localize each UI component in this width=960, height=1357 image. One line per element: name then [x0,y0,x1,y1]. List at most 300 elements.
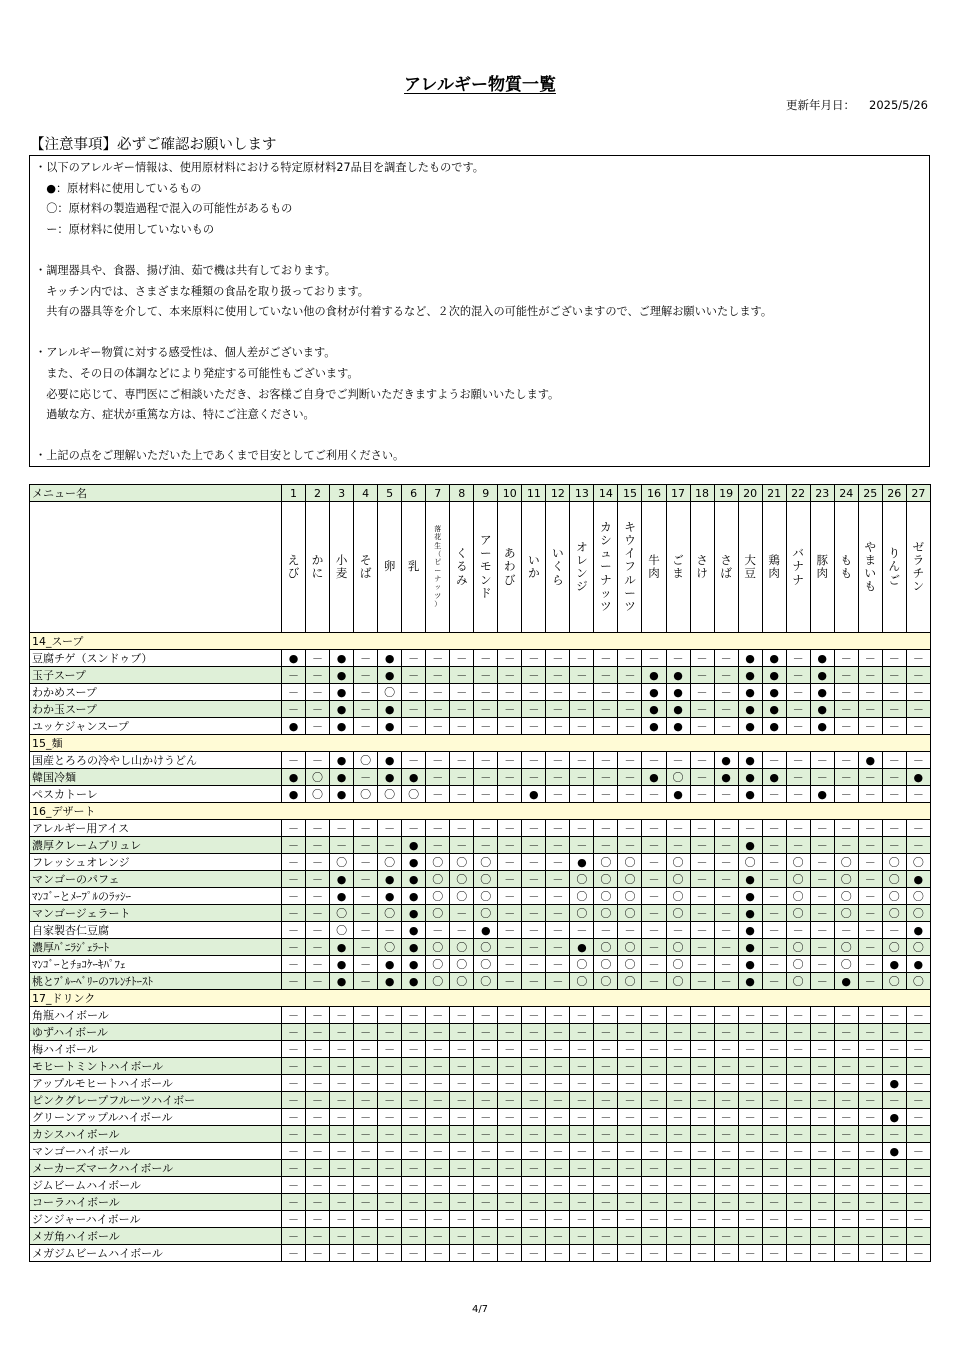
allergen-mark: － [354,1194,378,1211]
allergen-mark: － [354,854,378,871]
allergen-mark: 〇 [594,973,618,990]
allergen-number: 3 [330,485,354,502]
allergen-mark: － [666,1058,690,1075]
allergen-mark: － [594,718,618,735]
allergen-mark: － [690,1126,714,1143]
allergen-mark: － [834,1058,858,1075]
allergen-mark: － [522,718,546,735]
allergen-mark: 〇 [618,956,642,973]
allergen-mark: － [810,922,834,939]
allergen-mark: － [858,939,882,956]
allergen-mark: － [498,1109,522,1126]
allergen-mark: － [762,871,786,888]
allergen-name: え び [287,552,300,580]
allergen-name-cell [882,502,906,633]
allergen-mark: － [306,1177,330,1194]
menu-row [30,973,931,990]
allergen-mark: － [618,1143,642,1160]
allergen-mark: － [402,1177,426,1194]
allergen-mark: － [642,1024,666,1041]
allergen-mark: － [498,1092,522,1109]
allergen-mark: － [666,1024,690,1041]
allergen-mark: － [306,1245,330,1262]
allergen-name: 大 豆 [744,552,756,580]
allergen-name: や ま い も [864,539,877,594]
allergen-mark: － [738,1075,762,1092]
allergen-mark: － [498,650,522,667]
allergen-mark: － [858,1228,882,1245]
allergen-mark: 〇 [378,854,402,871]
allergen-mark: － [786,667,810,684]
allergen-mark: － [594,1245,618,1262]
allergen-mark: － [906,1126,930,1143]
allergen-mark: － [330,1041,354,1058]
allergen-mark: － [426,650,450,667]
allergen-mark: － [786,769,810,786]
allergen-mark: － [762,1143,786,1160]
allergen-mark: － [714,718,738,735]
allergen-number: 2 [306,485,330,502]
allergen-name-cell [714,502,738,633]
allergen-name-cell [378,502,402,633]
allergen-number: 14 [594,485,618,502]
allergen-mark: － [498,1041,522,1058]
allergen-mark: － [858,837,882,854]
allergen-mark: ● [402,854,426,871]
menu-row [30,871,931,888]
allergen-mark: － [834,718,858,735]
allergen-mark: － [690,854,714,871]
allergen-mark: － [402,650,426,667]
allergen-mark: － [810,973,834,990]
allergen-mark: － [642,1143,666,1160]
allergen-mark: － [762,837,786,854]
allergen-mark: － [642,956,666,973]
allergen-mark: － [834,1143,858,1160]
allergen-mark: － [642,1194,666,1211]
allergen-mark: － [714,1075,738,1092]
allergen-mark: － [306,956,330,973]
allergen-mark: － [546,1245,570,1262]
allergen-mark: － [690,939,714,956]
menu-item-name: ピンクグレープフルーツハイボー [30,1092,282,1109]
allergen-mark: 〇 [594,871,618,888]
allergen-mark: － [498,871,522,888]
allergen-mark: 〇 [786,939,810,956]
allergen-mark: － [330,1143,354,1160]
allergen-mark: － [450,837,474,854]
allergen-mark: － [498,1007,522,1024]
allergen-mark: － [306,1075,330,1092]
allergen-mark: ● [738,888,762,905]
allergen-name: さ け [696,552,708,580]
menu-row [30,1211,931,1228]
allergen-mark: － [498,1228,522,1245]
menu-item-name: マンゴージェラート [30,905,282,922]
menu-item-name: アップルモヒートハイボール [30,1075,282,1092]
menu-row [30,939,931,956]
allergen-mark: ● [378,701,402,718]
allergen-mark: － [378,1075,402,1092]
allergen-number: 23 [810,485,834,502]
allergen-mark: － [594,1177,618,1194]
allergen-mark: － [450,1228,474,1245]
allergen-mark: ● [642,684,666,701]
allergen-mark: － [834,1024,858,1041]
allergen-mark: － [402,1092,426,1109]
notice-line: ・調理器具や、食器、揚げ油、茹で機は共有しております。 [35,263,336,277]
menu-item-name: フレッシュオレンジ [30,854,282,871]
allergen-mark: 〇 [450,854,474,871]
allergen-mark: － [786,786,810,803]
allergen-mark: － [354,1211,378,1228]
allergen-mark: 〇 [666,905,690,922]
allergen-mark: － [474,718,498,735]
allergen-mark: ● [378,973,402,990]
allergen-mark: － [906,1177,930,1194]
allergen-mark: － [666,1160,690,1177]
allergen-mark: － [690,1245,714,1262]
allergen-mark: － [306,1211,330,1228]
menu-item-name: 豆腐チゲ（スンドゥブ） [30,650,282,667]
menu-row [30,922,931,939]
allergen-mark: － [330,1228,354,1245]
menu-item-name: 桃とﾌﾞﾙｰﾍﾞﾘｰのﾌﾚﾝﾁﾄｰｽﾄ [30,973,282,990]
allergen-mark: － [714,973,738,990]
allergen-mark: － [738,1228,762,1245]
allergen-mark: － [306,1228,330,1245]
allergen-mark: － [858,888,882,905]
menu-row [30,701,931,718]
allergen-mark: － [450,667,474,684]
allergen-mark: － [690,820,714,837]
allergen-mark: － [666,1245,690,1262]
allergen-mark: － [474,701,498,718]
allergen-mark: － [858,1058,882,1075]
allergen-mark: － [402,1109,426,1126]
allergen-mark: － [594,837,618,854]
allergen-mark: 〇 [666,854,690,871]
allergen-mark: － [570,1228,594,1245]
allergen-mark: － [810,1126,834,1143]
allergen-mark: － [834,769,858,786]
allergen-mark: 〇 [618,939,642,956]
category-row [30,803,931,820]
allergen-mark: － [546,1160,570,1177]
allergen-mark: － [546,1092,570,1109]
allergen-mark: － [666,1211,690,1228]
allergen-mark: － [450,905,474,922]
allergen-mark: － [762,939,786,956]
allergen-mark: － [810,1092,834,1109]
allergen-mark: － [546,1143,570,1160]
allergen-mark: ● [330,667,354,684]
allergen-mark: － [642,888,666,905]
notice-box [29,155,930,467]
allergen-mark: 〇 [834,888,858,905]
allergen-name: 牛 肉 [648,552,660,580]
allergen-mark: － [858,650,882,667]
allergen-mark: － [498,956,522,973]
allergen-mark: － [834,684,858,701]
allergen-mark: － [618,1194,642,1211]
allergen-mark: － [642,1109,666,1126]
allergen-mark: － [786,1126,810,1143]
allergen-mark: － [594,684,618,701]
allergen-mark: － [282,1211,306,1228]
allergen-mark: － [570,684,594,701]
allergen-mark: － [378,1211,402,1228]
allergen-mark: － [330,1177,354,1194]
allergen-mark: － [378,1024,402,1041]
allergen-mark: － [762,922,786,939]
allergen-mark: － [858,1194,882,1211]
allergen-mark: － [522,684,546,701]
allergen-name-cell [522,502,546,633]
allergen-mark: 〇 [378,905,402,922]
allergen-mark: ● [378,667,402,684]
allergen-mark: － [354,701,378,718]
category-label: 14_スープ [30,633,931,650]
allergen-mark: ● [402,837,426,854]
allergen-number: 26 [882,485,906,502]
allergen-mark: － [498,1245,522,1262]
menu-row [30,752,931,769]
allergen-mark: － [570,1126,594,1143]
allergen-mark: － [402,1058,426,1075]
allergen-mark: － [426,1160,450,1177]
allergen-mark: － [834,1041,858,1058]
allergen-mark: － [546,1041,570,1058]
allergen-mark: － [714,1007,738,1024]
allergen-mark: － [906,1092,930,1109]
allergen-mark: － [546,1024,570,1041]
allergen-mark: － [714,1245,738,1262]
allergen-mark: － [546,752,570,769]
allergen-mark: ● [762,701,786,718]
allergen-mark: ● [402,905,426,922]
allergen-name: そ ば [359,552,372,580]
allergen-mark: － [882,786,906,803]
allergen-mark: － [594,1058,618,1075]
allergen-mark: － [882,718,906,735]
allergen-mark: － [810,1194,834,1211]
allergen-mark: 〇 [666,973,690,990]
menu-item-name: コーラハイボール [30,1194,282,1211]
allergen-mark: － [906,684,930,701]
allergen-mark: － [858,973,882,990]
allergen-mark: － [714,1126,738,1143]
allergen-mark: － [810,956,834,973]
allergen-mark: ● [330,769,354,786]
allergen-mark: 〇 [426,871,450,888]
allergen-mark: 〇 [474,956,498,973]
allergen-mark: － [378,922,402,939]
allergen-mark: － [834,1211,858,1228]
allergen-mark: ● [738,871,762,888]
allergen-mark: ● [402,769,426,786]
allergen-mark: ● [738,667,762,684]
allergen-mark: － [354,718,378,735]
allergen-mark: － [570,1024,594,1041]
allergen-mark: － [522,1228,546,1245]
allergen-mark: － [426,1143,450,1160]
allergen-mark: 〇 [570,956,594,973]
allergen-mark: － [378,1228,402,1245]
allergen-number: 8 [450,485,474,502]
category-label: 17_ドリンク [30,990,931,1007]
allergen-mark: 〇 [450,888,474,905]
allergen-mark: － [402,1160,426,1177]
allergen-name: い く ら [552,546,564,587]
allergen-mark: － [834,1109,858,1126]
allergen-mark: － [810,769,834,786]
allergen-mark: － [906,820,930,837]
allergen-mark: － [474,1058,498,1075]
allergen-mark: － [714,956,738,973]
allergen-mark: － [834,1160,858,1177]
allergen-mark: ● [738,718,762,735]
menu-item-name: ﾏﾝｺﾞｰとﾒｰﾌﾟﾙのﾗｯｼｰ [30,888,282,905]
allergen-mark: － [498,1160,522,1177]
allergen-mark: － [354,1177,378,1194]
allergen-mark: － [762,905,786,922]
allergen-mark: 〇 [786,854,810,871]
allergen-mark: － [522,752,546,769]
allergen-mark: － [378,1194,402,1211]
menu-row [30,650,931,667]
allergen-mark: ● [810,650,834,667]
allergen-mark: － [690,1160,714,1177]
allergen-mark: 〇 [450,973,474,990]
allergen-mark: － [282,871,306,888]
allergen-mark: － [762,973,786,990]
allergen-mark: － [594,1075,618,1092]
allergen-mark: － [330,1109,354,1126]
menu-item-name: マンゴーハイボール [30,1143,282,1160]
allergen-mark: － [498,854,522,871]
allergen-mark: － [738,1194,762,1211]
allergen-mark: － [282,854,306,871]
menu-row [30,1245,931,1262]
allergen-mark: ● [810,718,834,735]
allergen-mark: － [450,752,474,769]
allergen-mark: － [378,1092,402,1109]
allergen-mark: － [858,854,882,871]
allergen-mark: － [594,650,618,667]
allergen-mark: － [474,1041,498,1058]
allergen-mark: － [882,1041,906,1058]
allergen-mark: － [354,1075,378,1092]
allergen-mark: － [306,684,330,701]
allergen-mark: － [522,1058,546,1075]
allergen-mark: － [858,701,882,718]
allergen-mark: － [282,820,306,837]
allergen-mark: － [546,820,570,837]
allergen-mark: － [594,922,618,939]
allergen-mark: － [642,922,666,939]
allergen-name-cell [354,502,378,633]
allergen-mark: － [570,701,594,718]
allergen-mark: － [882,752,906,769]
allergen-mark: － [858,684,882,701]
allergen-mark: － [306,939,330,956]
allergen-mark: － [282,1109,306,1126]
notice-line: キッチン内では、さまざまな種類の食品を取り扱っております。 [35,284,369,298]
allergen-mark: － [426,1126,450,1143]
allergen-name-cell [738,502,762,633]
allergen-mark: － [570,1143,594,1160]
notice-line: ー：原材料に使用していないもの [35,222,215,236]
allergen-mark: － [642,1007,666,1024]
allergen-mark: － [306,701,330,718]
allergen-mark: － [618,1126,642,1143]
allergen-mark: 〇 [426,854,450,871]
allergen-mark: 〇 [834,854,858,871]
allergen-name-cell [618,502,642,633]
allergen-mark: － [714,871,738,888]
allergen-mark: － [402,1211,426,1228]
allergen-mark: － [906,701,930,718]
allergen-mark: － [474,1245,498,1262]
allergen-mark: ● [738,786,762,803]
allergen-mark: 〇 [906,854,930,871]
allergen-name-cell [546,502,570,633]
allergen-number: 17 [666,485,690,502]
allergen-mark: 〇 [786,956,810,973]
allergen-mark: － [834,667,858,684]
allergen-mark: － [402,667,426,684]
allergen-mark: 〇 [306,786,330,803]
allergen-mark: － [402,1024,426,1041]
allergen-mark: － [570,1109,594,1126]
allergen-mark: － [522,871,546,888]
allergen-mark: － [282,1024,306,1041]
allergen-mark: － [498,752,522,769]
allergen-mark: － [882,667,906,684]
allergen-name: 小 麦 [335,552,348,580]
allergen-mark: － [522,1194,546,1211]
allergen-number: 13 [570,485,594,502]
allergen-mark: － [666,820,690,837]
allergen-mark: － [858,922,882,939]
allergen-mark: － [570,1160,594,1177]
allergen-mark: － [594,701,618,718]
allergen-mark: 〇 [594,854,618,871]
allergen-mark: － [330,1007,354,1024]
menu-row [30,820,931,837]
allergen-mark: － [282,752,306,769]
allergen-mark: － [474,1194,498,1211]
allergen-mark: － [594,820,618,837]
allergen-mark: － [330,1075,354,1092]
allergen-mark: － [570,1245,594,1262]
allergen-mark: － [906,1211,930,1228]
allergen-mark: － [498,888,522,905]
header-name-row [30,502,931,633]
allergen-mark: － [522,1211,546,1228]
allergen-mark: ● [642,718,666,735]
allergen-mark: － [594,1024,618,1041]
allergen-mark: － [570,1007,594,1024]
allergen-mark: 〇 [882,939,906,956]
allergen-mark: － [330,1126,354,1143]
allergen-mark: 〇 [474,854,498,871]
allergen-mark: － [522,1177,546,1194]
allergen-mark: － [714,650,738,667]
allergen-mark: － [786,1058,810,1075]
allergen-mark: － [498,1075,522,1092]
